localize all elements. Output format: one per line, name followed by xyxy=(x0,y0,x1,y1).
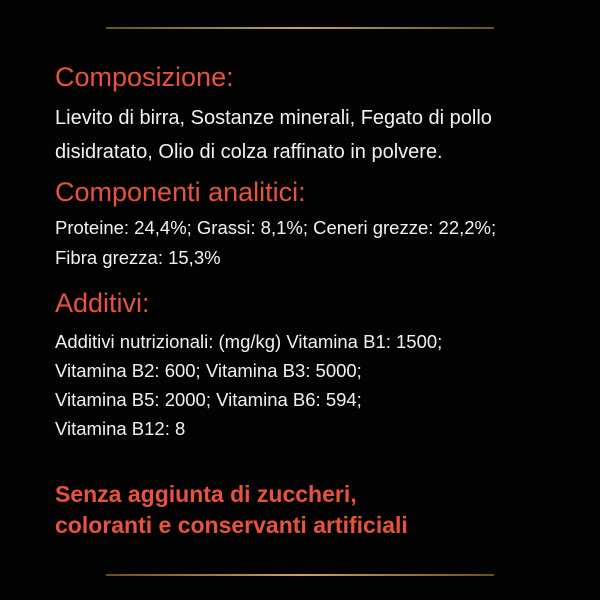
text-line: Vitamina B12: 8 xyxy=(55,418,186,439)
no-additives-note xyxy=(55,479,408,541)
note-line: coloranti e conservanti artificiali xyxy=(55,512,408,538)
text-line: Vitamina B2: 600; Vitamina B3: 5000; xyxy=(55,360,362,381)
componenti-heading: Componenti analitici: xyxy=(55,177,306,207)
note-line: Senza aggiunta di zuccheri, xyxy=(55,481,357,507)
top-gold-divider xyxy=(106,27,494,29)
text-line: Lievito di birra, Sostanze minerali, Fegato di pollo xyxy=(55,107,492,129)
text-line: disidratato, Olio di colza raffinato in polvere. xyxy=(55,141,443,163)
composizione-heading: Composizione: xyxy=(55,62,234,92)
componenti-text xyxy=(55,213,496,273)
bottom-gold-divider xyxy=(106,574,494,576)
additivi-heading: Additivi: xyxy=(55,288,150,318)
text-line: Proteine: 24,4%; Grassi: 8,1%; Ceneri grezze: 22,2%; xyxy=(55,217,497,238)
text-line: Additivi nutrizionali: (mg/kg) Vitamina B1: 1500; xyxy=(55,331,443,352)
composizione-text xyxy=(55,101,492,169)
text-line: Fibra grezza: 15,3% xyxy=(55,247,221,268)
additivi-text xyxy=(55,327,442,443)
text-line: Vitamina B5: 2000; Vitamina B6: 594; xyxy=(55,389,362,410)
